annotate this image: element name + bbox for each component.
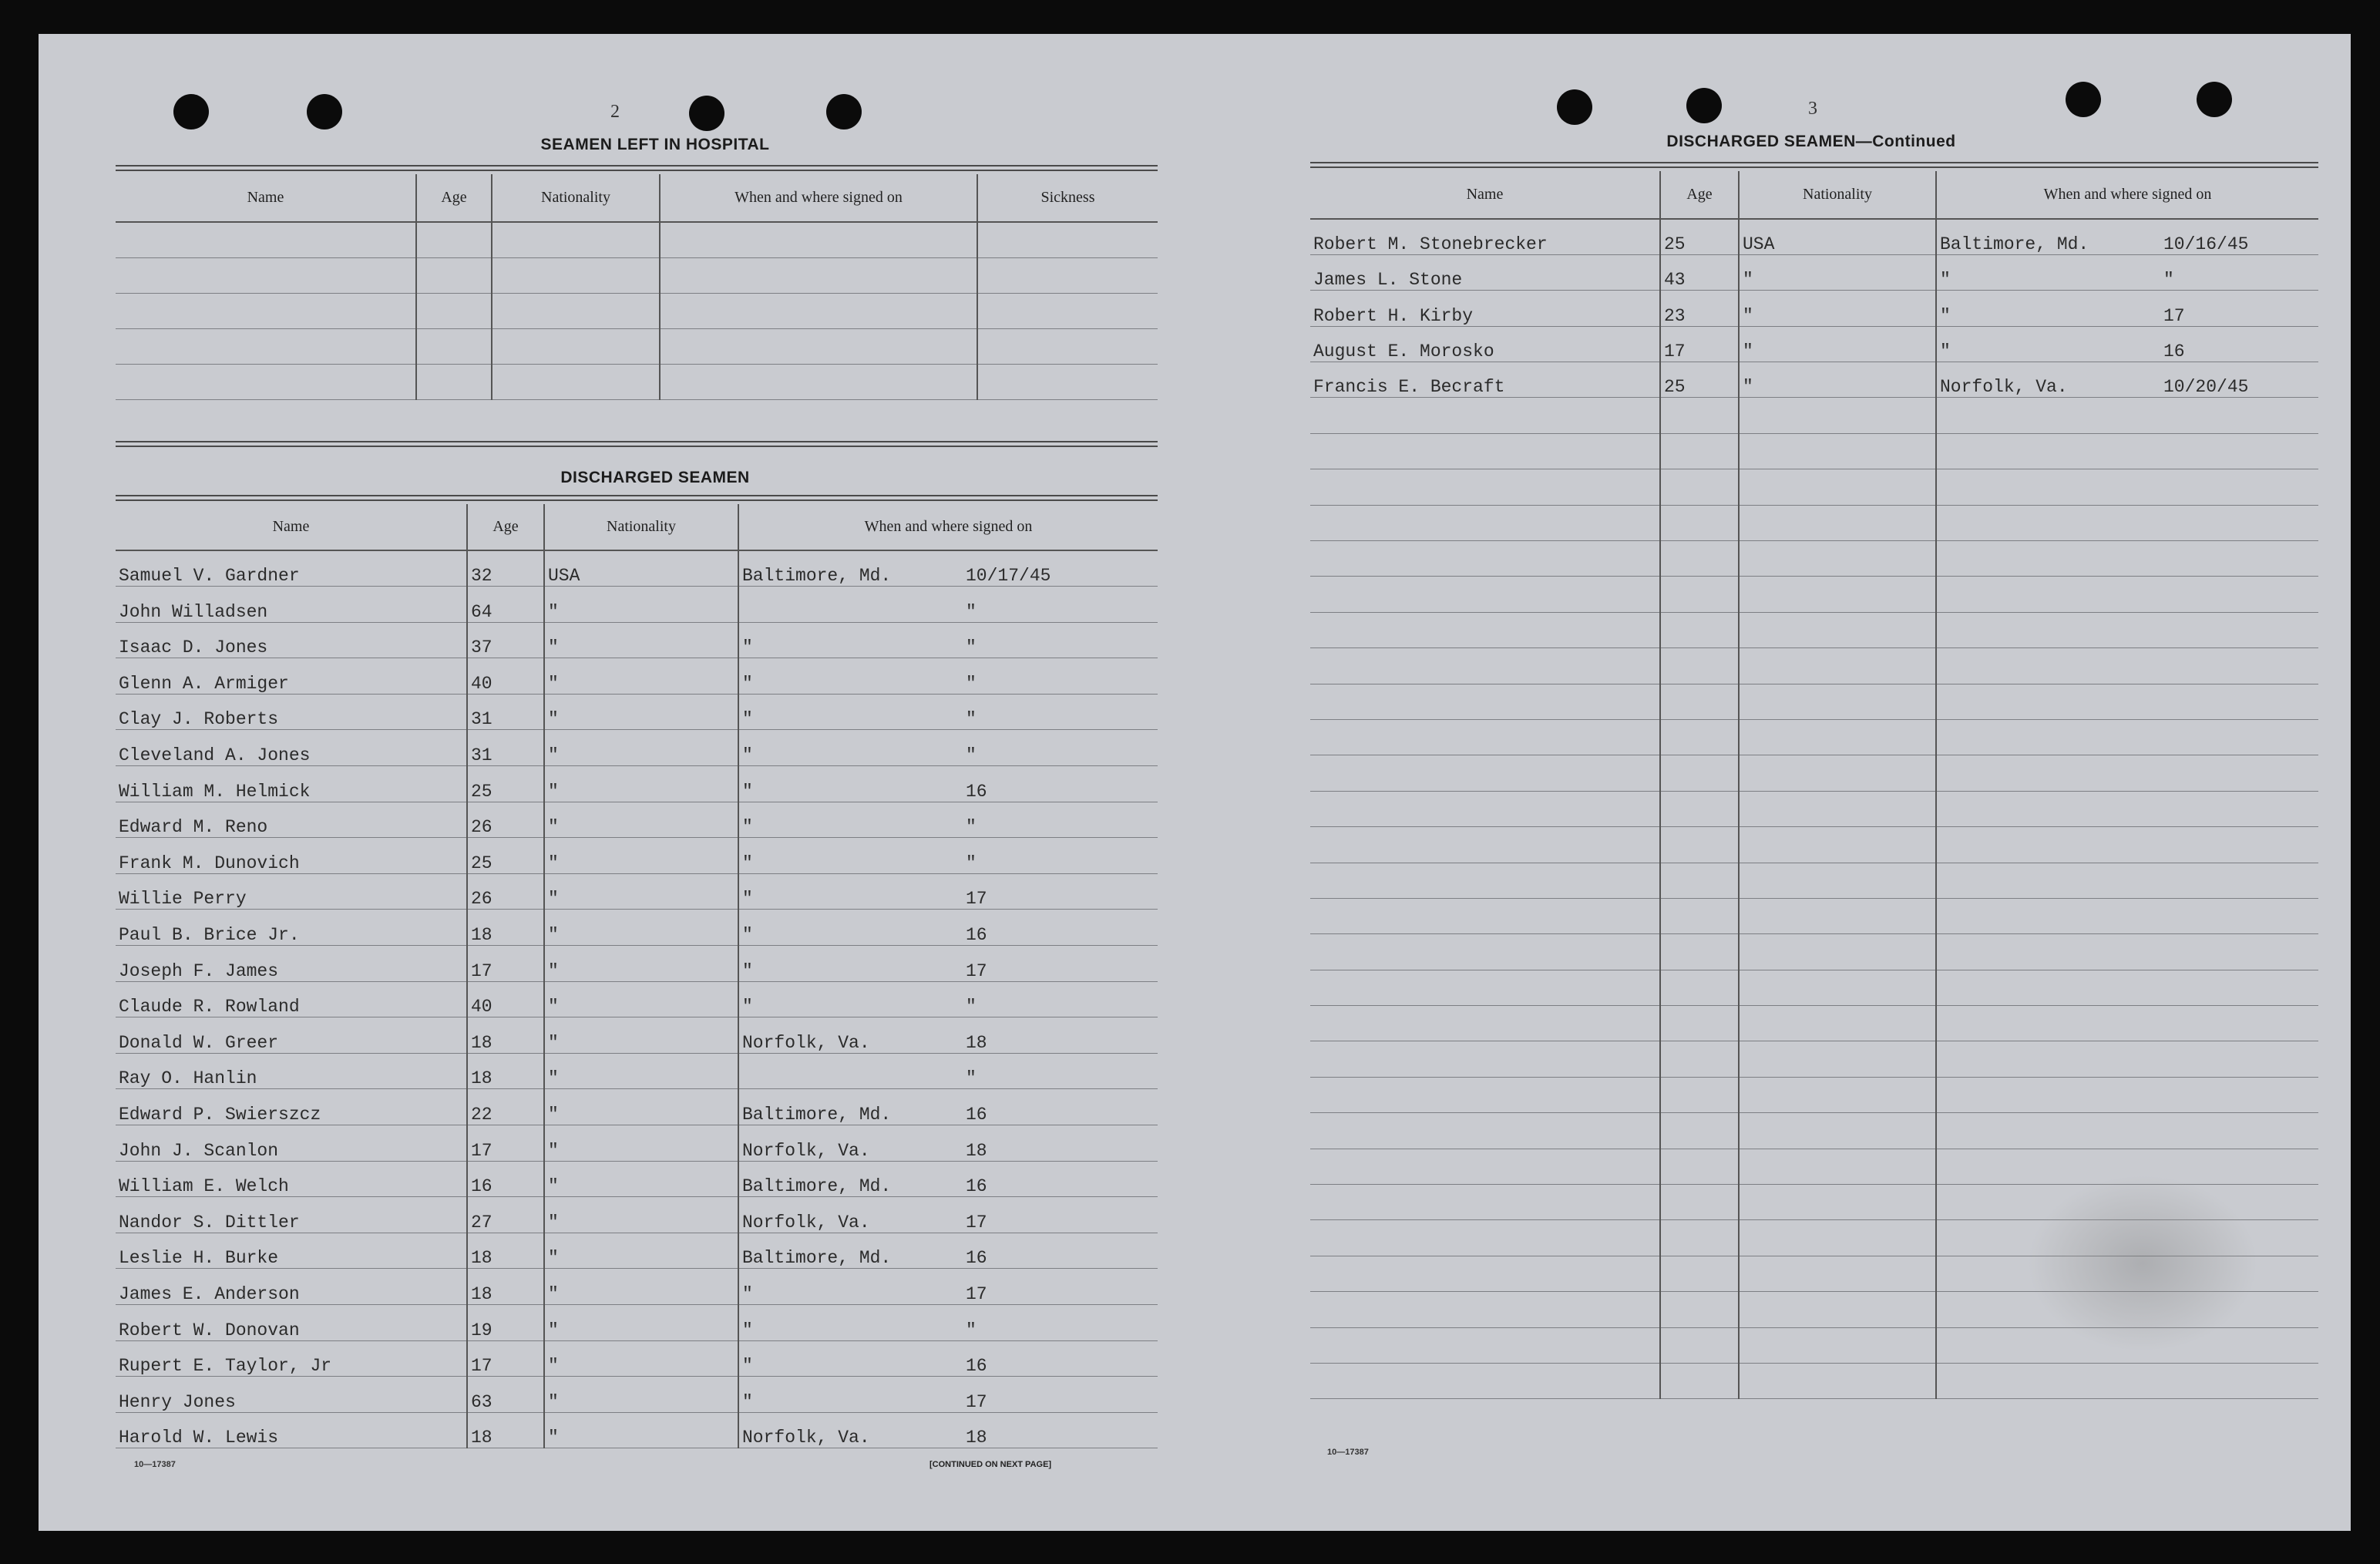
seaman-nationality: " bbox=[544, 658, 738, 695]
seaman-name: John J. Scanlon bbox=[116, 1125, 467, 1162]
signed-on-cell bbox=[738, 1233, 1158, 1269]
seaman-age: 32 bbox=[467, 550, 544, 587]
seaman-nationality: " bbox=[544, 1125, 738, 1162]
table-row bbox=[116, 766, 1158, 802]
table-row bbox=[1310, 362, 2318, 398]
blank-row bbox=[1310, 1077, 2318, 1112]
seaman-age: 18 bbox=[467, 910, 544, 946]
signed-on-cell bbox=[738, 658, 1158, 695]
signed-on-cell bbox=[738, 1304, 1158, 1340]
signed-on-place: " bbox=[742, 1283, 753, 1304]
punch-hole bbox=[2066, 82, 2101, 117]
signed-on-date: " bbox=[966, 1068, 977, 1089]
seaman-nationality: " bbox=[544, 1017, 738, 1054]
seaman-age: 22 bbox=[467, 1089, 544, 1125]
seaman-nationality: " bbox=[544, 1053, 738, 1089]
signed-on-place: " bbox=[742, 889, 753, 910]
blank-row bbox=[1310, 684, 2318, 719]
signed-on-date: " bbox=[966, 997, 977, 1017]
column-header-sickness: Sickness bbox=[977, 174, 1158, 222]
seaman-name: Leslie H. Burke bbox=[116, 1233, 467, 1269]
seaman-nationality: " bbox=[544, 1089, 738, 1125]
signed-on-cell bbox=[738, 1161, 1158, 1197]
seaman-name: Glenn A. Armiger bbox=[116, 658, 467, 695]
column-header-name: Name bbox=[116, 174, 416, 222]
signed-on-date: " bbox=[966, 709, 977, 730]
table-row bbox=[116, 694, 1158, 730]
seaman-age: 17 bbox=[1660, 326, 1739, 362]
seaman-name: Rupert E. Taylor, Jr bbox=[116, 1340, 467, 1377]
signed-on-place: " bbox=[742, 709, 753, 730]
signed-on-date: 17 bbox=[966, 889, 987, 910]
seaman-name: Robert H. Kirby bbox=[1310, 291, 1660, 326]
signed-on-place: Norfolk, Va. bbox=[742, 1032, 870, 1053]
seaman-nationality: " bbox=[544, 1161, 738, 1197]
seaman-age: 18 bbox=[467, 1053, 544, 1089]
seaman-name: August E. Morosko bbox=[1310, 326, 1660, 362]
signed-on-place: " bbox=[742, 637, 753, 658]
signed-on-cell bbox=[738, 838, 1158, 874]
column-header-signed-on: When and where signed on bbox=[660, 174, 977, 222]
seaman-name: Robert W. Donovan bbox=[116, 1304, 467, 1340]
hospital-table bbox=[116, 174, 1158, 400]
seaman-age: 40 bbox=[467, 981, 544, 1017]
seaman-age: 31 bbox=[467, 694, 544, 730]
column-header-age: Age bbox=[416, 174, 492, 222]
signed-on-date: " bbox=[966, 817, 977, 838]
table-row bbox=[116, 1377, 1158, 1413]
seaman-nationality: " bbox=[544, 910, 738, 946]
signed-on-date: " bbox=[966, 673, 977, 694]
seaman-name: Willie Perry bbox=[116, 873, 467, 910]
seaman-name: Claude R. Rowland bbox=[116, 981, 467, 1017]
blank-row bbox=[1310, 398, 2318, 433]
punch-hole bbox=[1686, 88, 1722, 123]
blank-row bbox=[1310, 612, 2318, 647]
seaman-name: Henry Jones bbox=[116, 1377, 467, 1413]
blank-row bbox=[1310, 433, 2318, 469]
signed-on-cell bbox=[738, 1125, 1158, 1162]
signed-on-date: 16 bbox=[2163, 341, 2185, 362]
seaman-name: Harold W. Lewis bbox=[116, 1412, 467, 1448]
table-row bbox=[116, 1125, 1158, 1162]
table-row bbox=[116, 1161, 1158, 1197]
table-row bbox=[116, 910, 1158, 946]
seaman-name: Cleveland A. Jones bbox=[116, 730, 467, 766]
blank-row bbox=[1310, 1364, 2318, 1399]
seaman-nationality: " bbox=[544, 838, 738, 874]
column-header-nationality: Nationality bbox=[1739, 171, 1936, 219]
signed-on-date: 17 bbox=[966, 1391, 987, 1412]
seaman-name: Donald W. Greer bbox=[116, 1017, 467, 1054]
signed-on-date: 17 bbox=[2163, 305, 2185, 326]
seaman-name: James E. Anderson bbox=[116, 1269, 467, 1305]
left-page bbox=[39, 34, 1195, 1531]
column-header-nationality: Nationality bbox=[544, 504, 738, 550]
seaman-name: William E. Welch bbox=[116, 1161, 467, 1197]
blank-row bbox=[1310, 1006, 2318, 1041]
seaman-age: 25 bbox=[467, 838, 544, 874]
signed-on-cell bbox=[738, 1269, 1158, 1305]
signed-on-date: " bbox=[966, 853, 977, 873]
seaman-age: 43 bbox=[1660, 254, 1739, 290]
table-row bbox=[1310, 291, 2318, 326]
signed-on-place: " bbox=[1940, 341, 1951, 362]
table-row bbox=[116, 1053, 1158, 1089]
signed-on-cell bbox=[738, 730, 1158, 766]
seaman-name: Frank M. Dunovich bbox=[116, 838, 467, 874]
seaman-name: James L. Stone bbox=[1310, 254, 1660, 290]
signed-on-date: 18 bbox=[966, 1032, 987, 1053]
seaman-nationality: " bbox=[544, 981, 738, 1017]
blank-row bbox=[1310, 577, 2318, 612]
punch-hole bbox=[826, 94, 862, 129]
signed-on-date: " bbox=[2163, 270, 2174, 291]
table-row bbox=[1310, 254, 2318, 290]
page-number: 2 bbox=[610, 102, 620, 122]
table-row bbox=[116, 1233, 1158, 1269]
seaman-age: 23 bbox=[1660, 291, 1739, 326]
signed-on-place: " bbox=[742, 1391, 753, 1412]
seaman-age: 64 bbox=[467, 587, 544, 623]
signed-on-cell bbox=[738, 981, 1158, 1017]
discharged-continued-title: DISCHARGED SEAMEN—Continued bbox=[1666, 133, 1956, 150]
seaman-name: William M. Helmick bbox=[116, 766, 467, 802]
table-row bbox=[116, 838, 1158, 874]
seaman-age: 17 bbox=[467, 1340, 544, 1377]
seaman-name: Isaac D. Jones bbox=[116, 622, 467, 658]
table-row bbox=[116, 1304, 1158, 1340]
signed-on-date: 18 bbox=[966, 1140, 987, 1161]
signed-on-date: " bbox=[966, 601, 977, 622]
seaman-age: 19 bbox=[467, 1304, 544, 1340]
table-row bbox=[116, 1340, 1158, 1377]
signed-on-cell bbox=[1936, 291, 2318, 326]
seaman-nationality: " bbox=[544, 694, 738, 730]
faded-stamp bbox=[2027, 1175, 2258, 1352]
table-row bbox=[1310, 219, 2318, 254]
seaman-nationality: USA bbox=[544, 550, 738, 587]
seaman-nationality: " bbox=[544, 730, 738, 766]
hospital-section-title: SEAMEN LEFT IN HOSPITAL bbox=[540, 136, 770, 153]
seaman-name: John Willadsen bbox=[116, 587, 467, 623]
blank-row bbox=[116, 364, 1158, 399]
signed-on-date: " bbox=[966, 745, 977, 766]
signed-on-date: 16 bbox=[966, 925, 987, 946]
column-header-age: Age bbox=[467, 504, 544, 550]
signed-on-place: " bbox=[1940, 305, 1951, 326]
signed-on-cell bbox=[738, 1412, 1158, 1448]
signed-on-place: " bbox=[742, 781, 753, 802]
seaman-age: 18 bbox=[467, 1017, 544, 1054]
seaman-name: Samuel V. Gardner bbox=[116, 550, 467, 587]
seaman-name: Nandor S. Dittler bbox=[116, 1197, 467, 1233]
seaman-age: 18 bbox=[467, 1412, 544, 1448]
signed-on-cell bbox=[738, 622, 1158, 658]
blank-row bbox=[1310, 541, 2318, 577]
seaman-age: 26 bbox=[467, 873, 544, 910]
signed-on-place: " bbox=[742, 817, 753, 838]
signed-on-cell bbox=[738, 550, 1158, 587]
blank-row bbox=[1310, 970, 2318, 1005]
blank-row bbox=[1310, 791, 2318, 826]
seaman-age: 25 bbox=[1660, 219, 1739, 254]
signed-on-date: 16 bbox=[966, 1248, 987, 1269]
column-header-age: Age bbox=[1660, 171, 1739, 219]
seaman-age: 40 bbox=[467, 658, 544, 695]
seaman-age: 18 bbox=[467, 1233, 544, 1269]
signed-on-cell bbox=[738, 587, 1158, 623]
signed-on-cell bbox=[1936, 254, 2318, 290]
seaman-name: Joseph F. James bbox=[116, 946, 467, 982]
seaman-nationality: " bbox=[1739, 291, 1936, 326]
signed-on-date: 16 bbox=[966, 1105, 987, 1125]
blank-row bbox=[116, 257, 1158, 293]
signed-on-date: 10/17/45 bbox=[966, 566, 1051, 587]
punch-hole bbox=[307, 94, 342, 129]
table-row bbox=[116, 1269, 1158, 1305]
seaman-name: Ray O. Hanlin bbox=[116, 1053, 467, 1089]
blank-row bbox=[1310, 719, 2318, 755]
seaman-age: 18 bbox=[467, 1269, 544, 1305]
signed-on-place: " bbox=[742, 1356, 753, 1377]
signed-on-place: Norfolk, Va. bbox=[742, 1428, 870, 1448]
blank-row bbox=[1310, 934, 2318, 970]
signed-on-place: Norfolk, Va. bbox=[742, 1140, 870, 1161]
blank-row bbox=[1310, 827, 2318, 863]
table-row bbox=[116, 1412, 1158, 1448]
signed-on-place: Baltimore, Md. bbox=[742, 1105, 892, 1125]
seaman-name: Clay J. Roberts bbox=[116, 694, 467, 730]
signed-on-cell bbox=[738, 910, 1158, 946]
signed-on-place: " bbox=[742, 745, 753, 766]
signed-on-cell bbox=[738, 946, 1158, 982]
continued-note: [CONTINUED ON NEXT PAGE] bbox=[929, 1460, 1052, 1469]
seaman-age: 16 bbox=[467, 1161, 544, 1197]
blank-row bbox=[1310, 755, 2318, 791]
column-header-signed-on: When and where signed on bbox=[738, 504, 1158, 550]
table-row bbox=[116, 873, 1158, 910]
blank-row bbox=[1310, 898, 2318, 933]
punch-hole bbox=[173, 94, 209, 129]
seaman-age: 26 bbox=[467, 802, 544, 838]
seaman-nationality: " bbox=[544, 622, 738, 658]
right-top-rule bbox=[1310, 162, 2318, 163]
seaman-nationality: " bbox=[544, 873, 738, 910]
seaman-nationality: " bbox=[1739, 254, 1936, 290]
table-row bbox=[116, 1089, 1158, 1125]
punch-hole bbox=[689, 96, 724, 131]
signed-on-place: Baltimore, Md. bbox=[742, 1248, 892, 1269]
seaman-nationality: " bbox=[1739, 326, 1936, 362]
seaman-age: 25 bbox=[467, 766, 544, 802]
punch-hole bbox=[1557, 89, 1592, 125]
signed-on-date: 16 bbox=[966, 1356, 987, 1377]
seaman-name: Francis E. Becraft bbox=[1310, 362, 1660, 398]
signed-on-cell bbox=[738, 1053, 1158, 1089]
signed-on-cell bbox=[738, 766, 1158, 802]
signed-on-place: " bbox=[742, 673, 753, 694]
signed-on-cell bbox=[738, 1197, 1158, 1233]
discharged-section-title: DISCHARGED SEAMEN bbox=[560, 469, 750, 486]
seaman-age: 31 bbox=[467, 730, 544, 766]
table-row bbox=[116, 730, 1158, 766]
table-row bbox=[116, 550, 1158, 587]
signed-on-cell bbox=[738, 694, 1158, 730]
blank-row bbox=[1310, 863, 2318, 898]
signed-on-place: " bbox=[742, 1320, 753, 1340]
table-row bbox=[116, 622, 1158, 658]
seaman-name: Paul B. Brice Jr. bbox=[116, 910, 467, 946]
seaman-nationality: " bbox=[544, 1269, 738, 1305]
blank-row bbox=[1310, 1113, 2318, 1149]
discharged-top-rule bbox=[116, 495, 1158, 496]
signed-on-cell bbox=[738, 802, 1158, 838]
seaman-age: 63 bbox=[467, 1377, 544, 1413]
column-header-name: Name bbox=[116, 504, 467, 550]
seaman-nationality: " bbox=[544, 946, 738, 982]
crew-list-sheet bbox=[39, 34, 2351, 1531]
column-header-signed-on: When and where signed on bbox=[1936, 171, 2318, 219]
hospital-bottom-rule bbox=[116, 441, 1158, 442]
hospital-top-rule bbox=[116, 165, 1158, 166]
blank-row bbox=[1310, 469, 2318, 505]
blank-row bbox=[1310, 1041, 2318, 1077]
signed-on-cell bbox=[738, 1089, 1158, 1125]
signed-on-cell bbox=[738, 1340, 1158, 1377]
signed-on-place: Baltimore, Md. bbox=[742, 1176, 892, 1197]
signed-on-cell bbox=[738, 873, 1158, 910]
signed-on-place: " bbox=[742, 853, 753, 873]
table-row bbox=[116, 1017, 1158, 1054]
blank-row bbox=[1310, 505, 2318, 540]
signed-on-date: 10/20/45 bbox=[2163, 377, 2249, 398]
form-number: 10—17387 bbox=[1327, 1448, 1369, 1457]
form-number: 10—17387 bbox=[134, 1460, 176, 1469]
seaman-name: Edward M. Reno bbox=[116, 802, 467, 838]
signed-on-place: " bbox=[1940, 270, 1951, 291]
table-row bbox=[116, 658, 1158, 695]
signed-on-cell bbox=[1936, 326, 2318, 362]
table-row bbox=[1310, 326, 2318, 362]
seaman-nationality: " bbox=[544, 1304, 738, 1340]
table-row bbox=[116, 946, 1158, 982]
page-number: 3 bbox=[1808, 99, 1817, 119]
blank-row bbox=[116, 293, 1158, 328]
table-row bbox=[116, 587, 1158, 623]
signed-on-date: 17 bbox=[966, 1212, 987, 1233]
seaman-nationality: " bbox=[544, 587, 738, 623]
seaman-nationality: " bbox=[1739, 362, 1936, 398]
seaman-nationality: USA bbox=[1739, 219, 1936, 254]
signed-on-cell bbox=[1936, 362, 2318, 398]
seaman-nationality: " bbox=[544, 1412, 738, 1448]
seaman-nationality: " bbox=[544, 802, 738, 838]
discharged-seamen-table bbox=[116, 504, 1158, 1448]
signed-on-place: Norfolk, Va. bbox=[1940, 377, 2068, 398]
seaman-age: 37 bbox=[467, 622, 544, 658]
seaman-nationality: " bbox=[544, 1233, 738, 1269]
signed-on-date: " bbox=[966, 1320, 977, 1340]
punch-hole bbox=[2197, 82, 2232, 117]
signed-on-cell bbox=[1936, 219, 2318, 254]
signed-on-cell bbox=[738, 1017, 1158, 1054]
table-row bbox=[116, 802, 1158, 838]
seaman-age: 17 bbox=[467, 1125, 544, 1162]
signed-on-date: 16 bbox=[966, 1176, 987, 1197]
table-row bbox=[116, 1197, 1158, 1233]
seaman-nationality: " bbox=[544, 766, 738, 802]
seaman-nationality: " bbox=[544, 1197, 738, 1233]
signed-on-place: " bbox=[742, 925, 753, 946]
blank-row bbox=[116, 328, 1158, 364]
signed-on-cell bbox=[738, 1377, 1158, 1413]
signed-on-place: " bbox=[742, 997, 753, 1017]
signed-on-place: " bbox=[742, 960, 753, 981]
signed-on-date: 10/16/45 bbox=[2163, 234, 2249, 254]
blank-row bbox=[116, 222, 1158, 257]
seaman-nationality: " bbox=[544, 1377, 738, 1413]
seaman-age: 17 bbox=[467, 946, 544, 982]
signed-on-place: Baltimore, Md. bbox=[1940, 234, 2089, 254]
seaman-nationality: " bbox=[544, 1340, 738, 1377]
signed-on-date: 18 bbox=[966, 1428, 987, 1448]
signed-on-place: Baltimore, Md. bbox=[742, 566, 892, 587]
table-row bbox=[116, 981, 1158, 1017]
signed-on-date: 17 bbox=[966, 960, 987, 981]
signed-on-date: 16 bbox=[966, 781, 987, 802]
seaman-age: 25 bbox=[1660, 362, 1739, 398]
signed-on-date: " bbox=[966, 637, 977, 658]
signed-on-date: 17 bbox=[966, 1283, 987, 1304]
blank-row bbox=[1310, 648, 2318, 684]
column-header-name: Name bbox=[1310, 171, 1660, 219]
column-header-nationality: Nationality bbox=[492, 174, 660, 222]
signed-on-place: Norfolk, Va. bbox=[742, 1212, 870, 1233]
seaman-name: Edward P. Swierszcz bbox=[116, 1089, 467, 1125]
seaman-age: 27 bbox=[467, 1197, 544, 1233]
seaman-name: Robert M. Stonebrecker bbox=[1310, 219, 1660, 254]
